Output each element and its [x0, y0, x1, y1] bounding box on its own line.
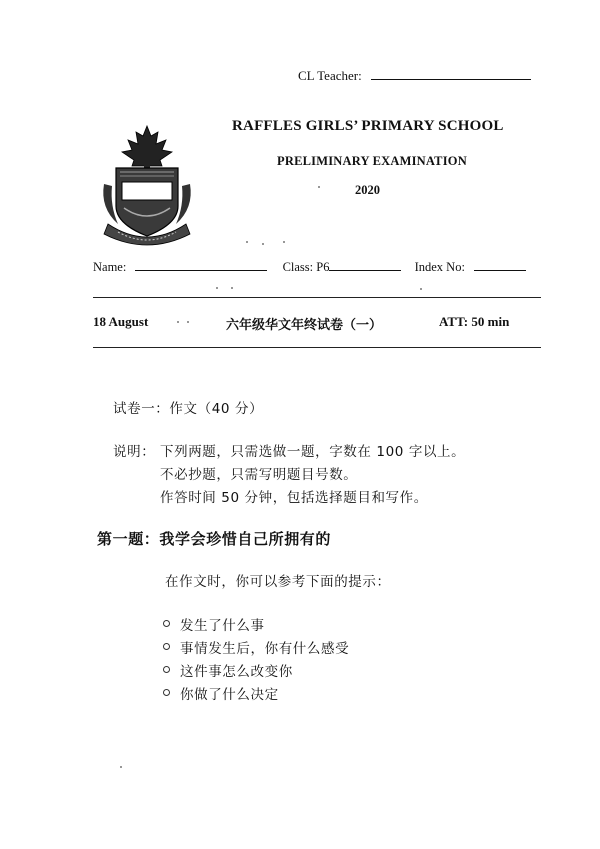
scan-speck [283, 241, 285, 243]
hint-text: 事情发生后，你有什么感受 [180, 640, 350, 657]
cl-teacher-label: CL Teacher: [298, 68, 362, 83]
scan-speck [120, 766, 122, 768]
cl-teacher-field [298, 68, 531, 84]
bottom-divider [93, 347, 541, 348]
list-item [163, 681, 349, 704]
hollow-circle-bullet-icon [163, 643, 170, 650]
school-name: RAFFLES GIRLS’ PRIMARY SCHOOL [232, 118, 504, 134]
hint-text: 发生了什么事 [180, 617, 265, 634]
scan-speck [187, 321, 189, 323]
paper-label: 试卷一：作文（40 分） [113, 401, 264, 417]
name-blank[interactable] [135, 259, 267, 271]
scan-speck [177, 321, 179, 323]
class-blank[interactable] [329, 259, 401, 271]
instruction-line: 作答时间 50 分钟，包括选择题目和写作。 [160, 490, 428, 506]
school-crest-icon [98, 124, 196, 248]
hint-text: 你做了什么决定 [180, 686, 279, 703]
list-item [163, 635, 349, 658]
student-info-row [93, 259, 526, 275]
list-item [163, 658, 349, 681]
exam-year: 2020 [355, 183, 380, 197]
paper-title: 六年级华文年终试卷（一） [226, 318, 383, 333]
scan-speck [262, 243, 264, 245]
scan-speck [318, 186, 320, 188]
scan-speck [231, 287, 233, 289]
scan-speck [246, 241, 248, 243]
hint-text: 这件事怎么改变你 [180, 663, 293, 680]
allotted-time: ATT: 50 min [439, 314, 510, 329]
class-label: Class: P6 [282, 260, 330, 274]
top-divider [93, 297, 541, 298]
scan-speck [216, 287, 218, 289]
index-label: Index No: [414, 260, 465, 274]
hollow-circle-bullet-icon [163, 666, 170, 673]
hint-list [163, 612, 349, 704]
index-blank[interactable] [474, 259, 526, 271]
question-title: 第一题：我学会珍惜自己所拥有的 [97, 530, 332, 548]
hollow-circle-bullet-icon [163, 689, 170, 696]
exam-title: PRELIMINARY EXAMINATION [277, 154, 467, 168]
cl-teacher-blank[interactable] [371, 68, 531, 80]
instruction-line: 下列两题，只需选做一题，字数在 100 字以上。 [160, 444, 466, 460]
exam-date: 18 August [93, 314, 149, 329]
instruction-line: 不必抄题，只需写明题目号数。 [160, 467, 358, 483]
name-label: Name: [93, 260, 127, 274]
list-item [163, 612, 349, 635]
scan-speck [420, 288, 422, 290]
hint-intro: 在作文时，你可以参考下面的提示： [165, 574, 391, 590]
instructions-label: 说明： [113, 444, 156, 460]
hollow-circle-bullet-icon [163, 620, 170, 627]
